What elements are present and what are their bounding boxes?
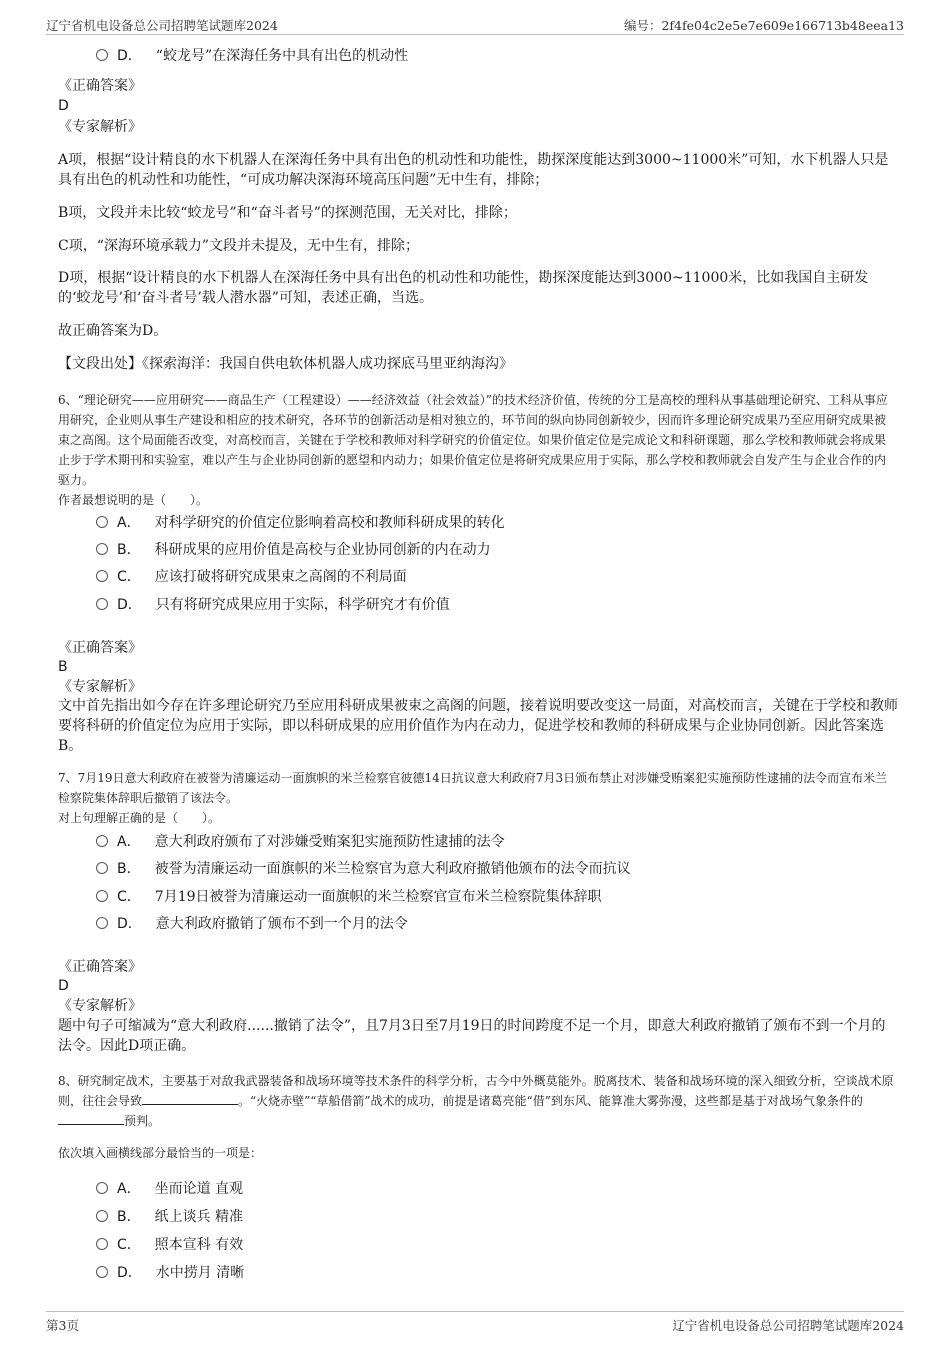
q5-analysis-d: D项，根据“设计精良的水下机器人在深海任务中具有出色的机动性和功能性，勘探深度能达到3000~11000米，比如我国自主研发的‘蛟龙号’和‘奋斗者号’载人潜水器”可知，表述正确，当选。 (58, 270, 869, 306)
radio-icon[interactable] (96, 1238, 108, 1250)
radio-icon[interactable] (96, 917, 108, 929)
q6-option-a[interactable] (96, 512, 505, 534)
option-text: 只有将研究成果应用于实际，科学研究才有价值 (155, 597, 450, 613)
option-text: 7月19日被誉为清廉运动一面旗帜的米兰检察官宣布米兰检察院集体辞职 (154, 889, 602, 905)
option-text: 意大利政府颁布了对涉嫌受贿案犯实施预防性逮捕的法令 (154, 834, 505, 850)
radio-icon[interactable] (96, 1266, 108, 1278)
option-letter: D． (117, 48, 142, 64)
header-serial-number: 编号：2f4fe04c2e5e7e609e166713b48eea13 (623, 18, 904, 33)
option-text: 水中捞月 清晰 (155, 1265, 245, 1281)
radio-icon[interactable] (96, 890, 108, 902)
option-letter: A． (117, 515, 141, 531)
page-number: 第3页 (46, 1318, 79, 1333)
radio-icon[interactable] (96, 516, 108, 528)
option-text: “蛟龙号”在深海任务中具有出色的机动性 (155, 48, 409, 64)
q6-analysis: 文中首先指出如今存在许多理论研究乃至应用科研成果被束之高阁的问题，接着说明要改变这一局面，对高校而言，关键在于学校和教师要将科研的价值定位为应用于实际，即以科研成果的应用价值作为内在动力，促进学校和教师的科研成果与企业协同创新。因此答案选B。 (58, 698, 898, 754)
fill-blank-2 (58, 1112, 124, 1125)
radio-icon[interactable] (96, 1182, 108, 1194)
option-letter: B． (117, 1209, 141, 1225)
option-text: 坐而论道 直观 (154, 1181, 244, 1197)
option-letter: D． (117, 1265, 142, 1281)
q7-option-c[interactable] (96, 886, 602, 908)
radio-icon[interactable] (96, 598, 108, 610)
radio-icon[interactable] (96, 49, 108, 61)
q5-answer-label: 《正确答案》 (58, 78, 142, 94)
q7-option-b[interactable] (96, 858, 631, 880)
radio-icon[interactable] (96, 835, 108, 847)
q5-conclusion: 故正确答案为D。 (58, 323, 168, 339)
option-text: 对科学研究的价值定位影响着高校和教师科研成果的转化 (154, 515, 505, 531)
option-text: 照本宣科 有效 (154, 1237, 244, 1253)
q6-analysis-label: 《专家解析》 (58, 679, 142, 695)
header-title: 辽宁省机电设备总公司招聘笔试题库2024 (46, 18, 278, 33)
q5-analysis-label: 《专家解析》 (58, 119, 142, 135)
q5-answer: D (58, 98, 69, 114)
q6-answer-label: 《正确答案》 (58, 640, 142, 656)
page-header (46, 14, 904, 35)
option-letter: C． (117, 889, 141, 905)
q7-analysis: 题中句子可缩减为“意大利政府......撤销了法令”，且7月3日至7月19日的时间跨度不足一个月，即意大利政府撤销了颁布不到一个月的法令。因此D项正确。 (58, 1018, 886, 1054)
q5-source: 【文段出处】《探索海洋：我国自供电软体机器人成功探底马里亚纳海沟》 (58, 356, 513, 372)
q7-question: 对上句理解正确的是（ ）。 (58, 811, 221, 825)
option-letter: A． (117, 834, 141, 850)
option-letter: B． (117, 861, 141, 877)
q8-option-b[interactable] (96, 1206, 243, 1228)
q8-stem-part3: 预判。 (124, 1114, 161, 1128)
q8-option-d[interactable] (96, 1262, 244, 1284)
q8-option-c[interactable] (96, 1234, 243, 1256)
option-text: 意大利政府撤销了颁布不到一个月的法令 (155, 916, 408, 932)
radio-icon[interactable] (96, 543, 108, 555)
q5-analysis-c: C项，“深海环境承载力”文段并未提及，无中生有，排除； (58, 238, 420, 254)
q7-option-d[interactable] (96, 913, 408, 935)
q7-answer-label: 《正确答案》 (58, 959, 142, 975)
q8-stem-part2: 。“火烧赤壁”“草船借箭”战术的成功，前提是诸葛亮能“借”到东风、能算准大雾弥漫，这些都是基于对战场气象条件的 (238, 1094, 863, 1108)
option-letter: D． (117, 916, 142, 932)
radio-icon[interactable] (96, 570, 108, 582)
q7-analysis-label: 《专家解析》 (58, 998, 142, 1014)
q6-stem: 6、“理论研究——应用研究——商品生产（工程建设）——经济效益（社会效益）”的技术经济价值，传统的分工是高校的理科从事基础理论研究、工科从事应用研究，企业则从事生产建设和相应的技术研究，各环节的创新活动是相对独立的，环节间的纵向协同创新较少，因而许多理论研究成果乃至应用研究成果被束之高阁。这个局面能否改变，对高校而言，关键在于学校和教师对科学研究的价值定位。如果价值定位是完成论文和科研课题，那么学校和教师就会将成果止步于学术期刊和实验室，难以产生与企业协同创新的愿望和内动力；如果价值定位是将研究成果应用于实际，那么学校和教师就会自发产生与企业合作的内驱力。 (58, 393, 888, 487)
option-letter: B． (117, 542, 141, 558)
fill-blank-1 (142, 1092, 238, 1105)
page-footer (46, 1311, 904, 1334)
q8-stem (58, 1071, 894, 1131)
q8-option-a[interactable] (96, 1178, 243, 1200)
option-letter: C． (117, 1237, 141, 1253)
option-text: 应该打破将研究成果束之高阁的不利局面 (154, 569, 407, 585)
q5-analysis-b: B项，文段并未比较“蛟龙号”和“奋斗者号”的探测范围，无关对比，排除； (58, 205, 517, 221)
radio-icon[interactable] (96, 862, 108, 874)
q5-option-d[interactable] (96, 45, 408, 67)
option-letter: A． (117, 1181, 141, 1197)
q5-analysis-a: A项，根据“设计精良的水下机器人在深海任务中具有出色的机动性和功能性，勘探深度能达到3000~11000米”可知，水下机器人只是具有出色的机动性和功能性，“可成功解决深海环境高压问题”无中生有，排除； (58, 152, 889, 188)
footer-title: 辽宁省机电设备总公司招聘笔试题库2024 (672, 1318, 904, 1333)
option-text: 科研成果的应用价值是高校与企业协同创新的内在动力 (154, 542, 491, 558)
q6-option-c[interactable] (96, 566, 407, 588)
q6-option-d[interactable] (96, 594, 450, 616)
q7-answer: D (58, 978, 69, 994)
radio-icon[interactable] (96, 1210, 108, 1222)
q7-stem: 7、7月19日意大利政府在被誉为清廉运动一面旗帜的米兰检察官彼德14日抗议意大利政府7月3日颁布禁止对涉嫌受贿案犯实施预防性逮捕的法令而宣布米兰检察院集体辞职后撤销了该法令。 (58, 771, 888, 805)
q8-stem-part1: 8、研究制定战术，主要基于对敌我武器装备和战场环境等技术条件的科学分析，古今中外概莫能外。脱离技术、装备和战场环境的深入细致分析，空谈战术原则，往往会导致 (58, 1074, 894, 1108)
option-text: 被誉为清廉运动一面旗帜的米兰检察官为意大利政府撤销他颁布的法令而抗议 (154, 861, 631, 877)
option-text: 纸上谈兵 精准 (154, 1209, 244, 1225)
q6-option-b[interactable] (96, 539, 491, 561)
q8-question: 依次填入画横线部分最恰当的一项是： (58, 1146, 263, 1160)
option-letter: D． (117, 597, 142, 613)
option-letter: C． (117, 569, 141, 585)
q7-option-a[interactable] (96, 831, 505, 853)
q6-answer: B (58, 659, 68, 675)
q6-question: 作者最想说明的是（ ）。 (58, 493, 209, 507)
